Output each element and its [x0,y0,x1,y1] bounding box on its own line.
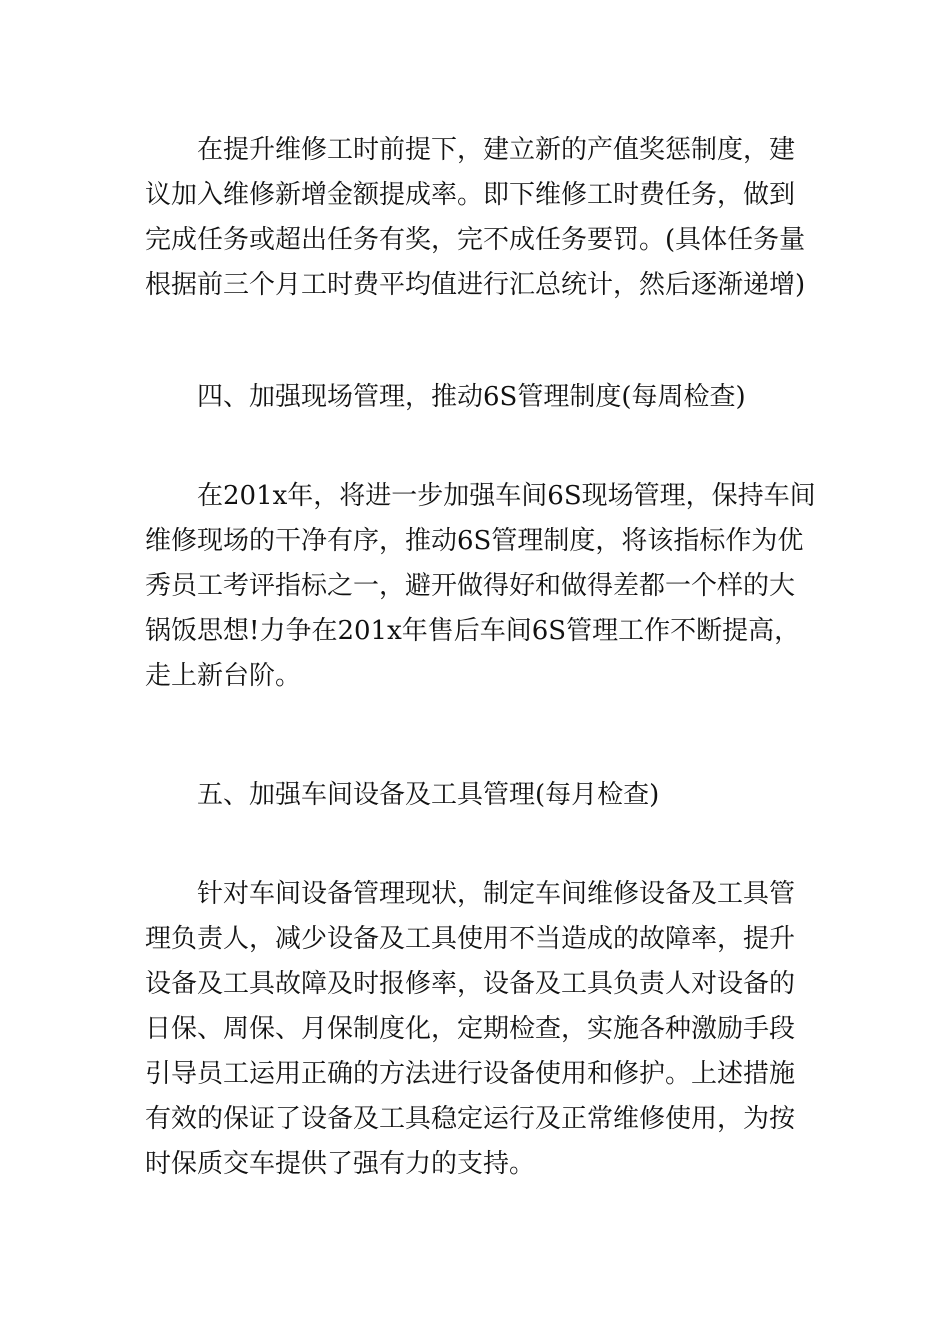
text-line: 针对车间设备管理现状，制定车间维修设备及工具管 [197,879,796,909]
section-heading-five: 五、加强车间设备及工具管理(每月检查) [197,780,660,810]
paragraph-production-value-incentive [145,128,810,308]
text-line: 根据前三个月工时费平均值进行汇总统计，然后逐渐递增) [145,270,806,300]
text-line: 锅饭思想!力争在201x年售后车间6S管理工作不断提高， [145,616,801,646]
text-line: 走上新台阶。 [145,661,302,691]
text-line: 议加入维修新增金额提成率。即下维修工时费任务，做到 [145,180,796,210]
text-line: 引导员工运用正确的方法进行设备使用和修护。上述措施 [145,1059,796,1089]
text-line: 时保质交车提供了强有力的支持。 [145,1149,536,1179]
text-line: 有效的保证了设备及工具稳定运行及正常维修使用，为按 [145,1104,796,1134]
paragraph-6s-management [145,474,816,699]
text-line: 理负责人，减少设备及工具使用不当造成的故障率，提升 [145,924,796,954]
text-line: 完成任务或超出任务有奖，完不成任务要罚。(具体任务量 [145,225,806,255]
text-line: 设备及工具故障及时报修率，设备及工具负责人对设备的 [145,969,796,999]
text-line: 日保、周保、月保制度化，定期检查，实施各种激励手段 [145,1014,796,1044]
text-line: 秀员工考评指标之一，避开做得好和做得差都一个样的大 [145,571,796,601]
text-line: 在提升维修工时前提下，建立新的产值奖惩制度，建 [197,135,796,165]
text-line: 维修现场的干净有序，推动6S管理制度，将该指标作为优 [145,526,804,556]
paragraph-equipment-management [145,872,810,1187]
text-line: 在201x年，将进一步加强车间6S现场管理，保持车间 [197,481,816,511]
section-heading-four: 四、加强现场管理，推动6S管理制度(每周检查) [197,382,746,412]
